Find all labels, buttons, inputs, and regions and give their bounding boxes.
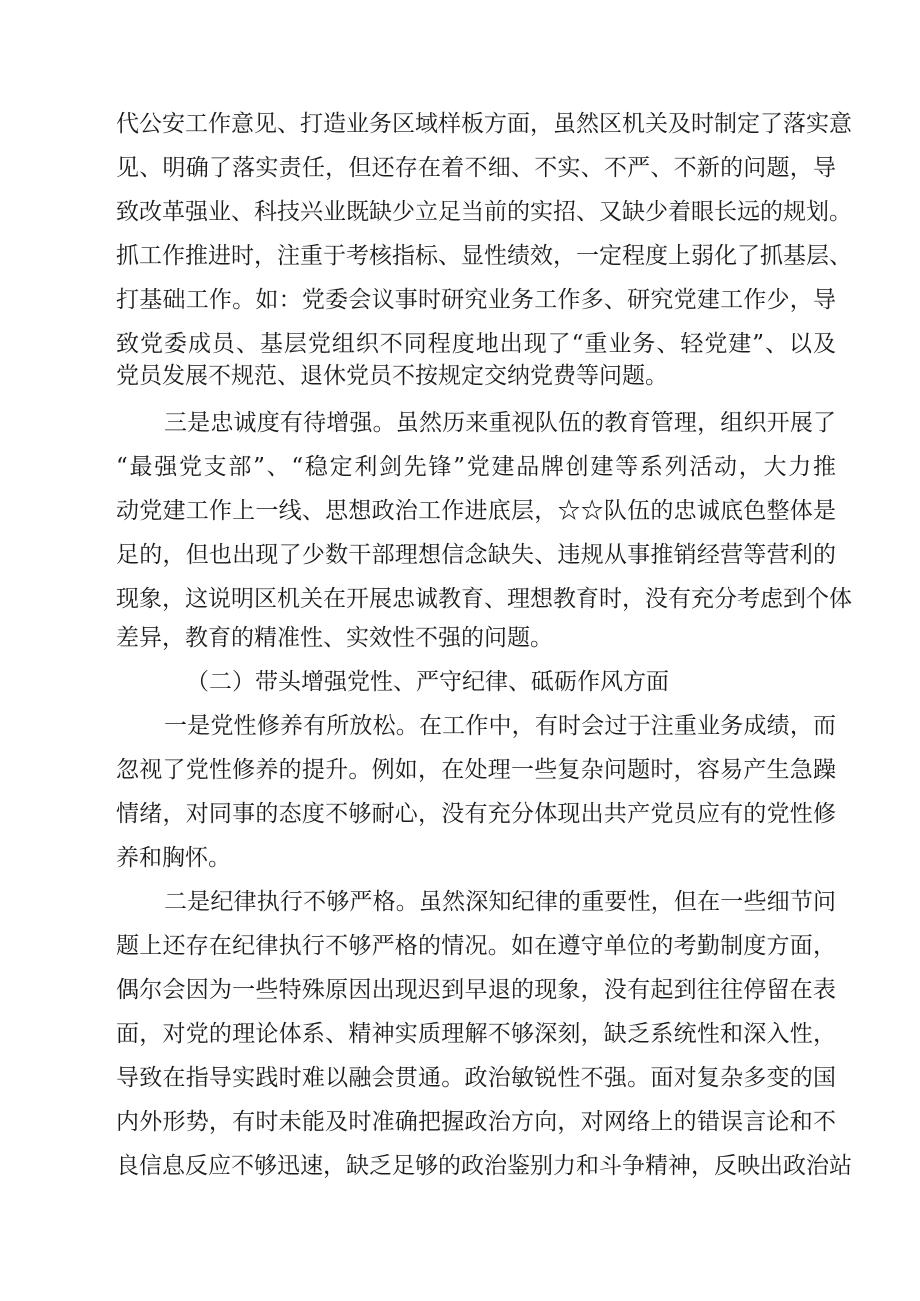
body-text-line: 内外形势，有时未能及时准确把握政治方向，对网络上的错误言论和不 [116, 1109, 836, 1135]
body-text-line: 打基础工作。如：党委会议事时研究业务工作多、研究党建工作少，导 [116, 287, 836, 313]
body-text-line: 导致在指导实践时难以融会贯通。政治敏锐性不强。面对复杂多变的国 [116, 1065, 836, 1091]
body-text-line: 面，对党的理论体系、精神实质理解不够深刻，缺乏系统性和深入性， [116, 1021, 836, 1047]
body-text-line: 良信息反应不够迅速，缺乏足够的政治鉴别力和斗争精神，反映出政治站 [116, 1153, 852, 1179]
body-text-line: 见、明确了落实责任，但还存在着不细、不实、不严、不新的问题，导 [116, 155, 836, 181]
body-text-line: 养和胸怀。 [116, 845, 231, 871]
body-text-line: 代公安工作意见、打造业务区域样板方面，虽然区机关及时制定了落实意 [116, 111, 852, 137]
body-text-line: 抓工作推进时，注重于考核指标、显性绩效，一定程度上弱化了抓基层、 [116, 243, 852, 269]
body-text-line: 动党建工作上一线、思想政治工作进底层，☆☆队伍的忠诚底色整体是 [116, 498, 836, 524]
body-text-line: 现象，这说明区机关在开展忠诚教育、理想教育时，没有充分考虑到个体 [116, 586, 852, 612]
section-heading: （二）带头增强党性、严守纪律、砥砺作风方面 [186, 669, 669, 695]
paragraph-first-line: 三是忠诚度有待增强。虽然历来重视队伍的教育管理，组织开展了 [164, 410, 836, 436]
paragraph-first-line: 二是纪律执行不够严格。虽然深知纪律的重要性，但在一些细节问 [164, 889, 836, 915]
body-text-line: 致党委成员、基层党组织不同程度地出现了“重业务、轻党建”、以及 [116, 331, 836, 357]
body-text-line: 致改革强业、科技兴业既缺少立足当前的实招、又缺少着眼长远的规划。 [116, 199, 852, 225]
body-text-line: 偶尔会因为一些特殊原因出现迟到早退的现象，没有起到往往停留在表 [116, 977, 836, 1003]
body-text-line: 差异，教育的精准性、实效性不强的问题。 [116, 625, 553, 651]
body-text-line: 忽视了党性修养的提升。例如，在处理一些复杂问题时，容易产生急躁 [116, 757, 836, 783]
body-text-line: 党员发展不规范、退休党员不按规定交纳党费等问题。 [116, 363, 668, 389]
paragraph-first-line: 一是党性修养有所放松。在工作中，有时会过于注重业务成绩，而 [164, 713, 836, 739]
body-text-line: 足的，但也出现了少数干部理想信念缺失、违规从事推销经营等营利的 [116, 542, 836, 568]
body-text-line: “最强党支部”、“稳定利剑先锋”党建品牌创建等系列活动，大力推 [116, 454, 836, 480]
body-text-line: 情绪，对同事的态度不够耐心，没有充分体现出共产党员应有的党性修 [116, 801, 836, 827]
body-text-line: 题上还存在纪律执行不够严格的情况。如在遵守单位的考勤制度方面， [116, 933, 836, 959]
